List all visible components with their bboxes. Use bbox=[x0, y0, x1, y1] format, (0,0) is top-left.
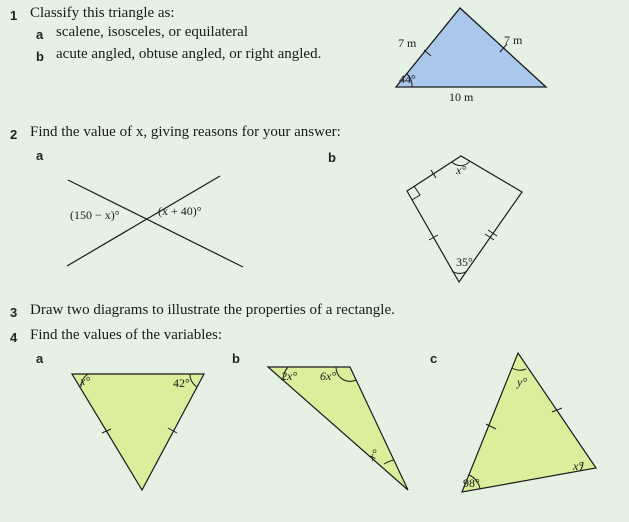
q4c-right-angle-label: x° bbox=[573, 459, 584, 473]
q4-text: Find the values of the variables: bbox=[30, 327, 223, 343]
q4-b-letter: b bbox=[232, 351, 240, 366]
q4c-bottom-angle-label: 98° bbox=[463, 476, 480, 490]
q2-number: 2 bbox=[10, 127, 18, 142]
q4b-angle3-label: x° bbox=[365, 446, 383, 464]
q2b-top-angle-label: x° bbox=[456, 163, 467, 177]
q2-text: Find the value of x, giving reasons for your answer: bbox=[30, 124, 341, 140]
q1-b-letter: b bbox=[36, 49, 44, 64]
q4-number: 4 bbox=[10, 330, 18, 345]
q4-a-letter: a bbox=[36, 351, 44, 366]
q1-right-side-label: 7 m bbox=[504, 33, 523, 47]
q1-left-side-label: 7 m bbox=[398, 36, 417, 50]
q1-base-label: 10 m bbox=[449, 90, 474, 104]
q4-c-letter: c bbox=[430, 351, 438, 366]
q4a-right-angle-label: 42° bbox=[173, 376, 190, 390]
q4c-top-angle-label: y° bbox=[517, 375, 528, 389]
q1-a-text: scalene, isosceles, or equilateral bbox=[56, 24, 248, 40]
q3-text: Draw two diagrams to illustrate the properties of a rectangle. bbox=[30, 302, 395, 318]
q1-a-letter: a bbox=[36, 27, 44, 42]
q4b-angle1-label: 2x° bbox=[281, 369, 298, 383]
q2a-left-angle-label: (150 − x)° bbox=[70, 208, 120, 222]
q2b-bottom-angle-label: 35° bbox=[456, 255, 473, 269]
q1-angle-label: 44° bbox=[399, 72, 416, 86]
q1-b-text: acute angled, obtuse angled, or right angled. bbox=[56, 46, 322, 62]
q1-number: 1 bbox=[10, 8, 18, 23]
q1-text: Classify this triangle as: bbox=[30, 5, 175, 21]
q2-a-letter: a bbox=[36, 148, 44, 163]
q3-number: 3 bbox=[10, 305, 18, 320]
q2a-right-angle-label: (x + 40)° bbox=[158, 204, 202, 218]
q4a-left-angle-label: x° bbox=[80, 374, 91, 388]
q4b-angle2-label: 6x° bbox=[320, 369, 337, 383]
q2-b-letter: b bbox=[328, 150, 336, 165]
